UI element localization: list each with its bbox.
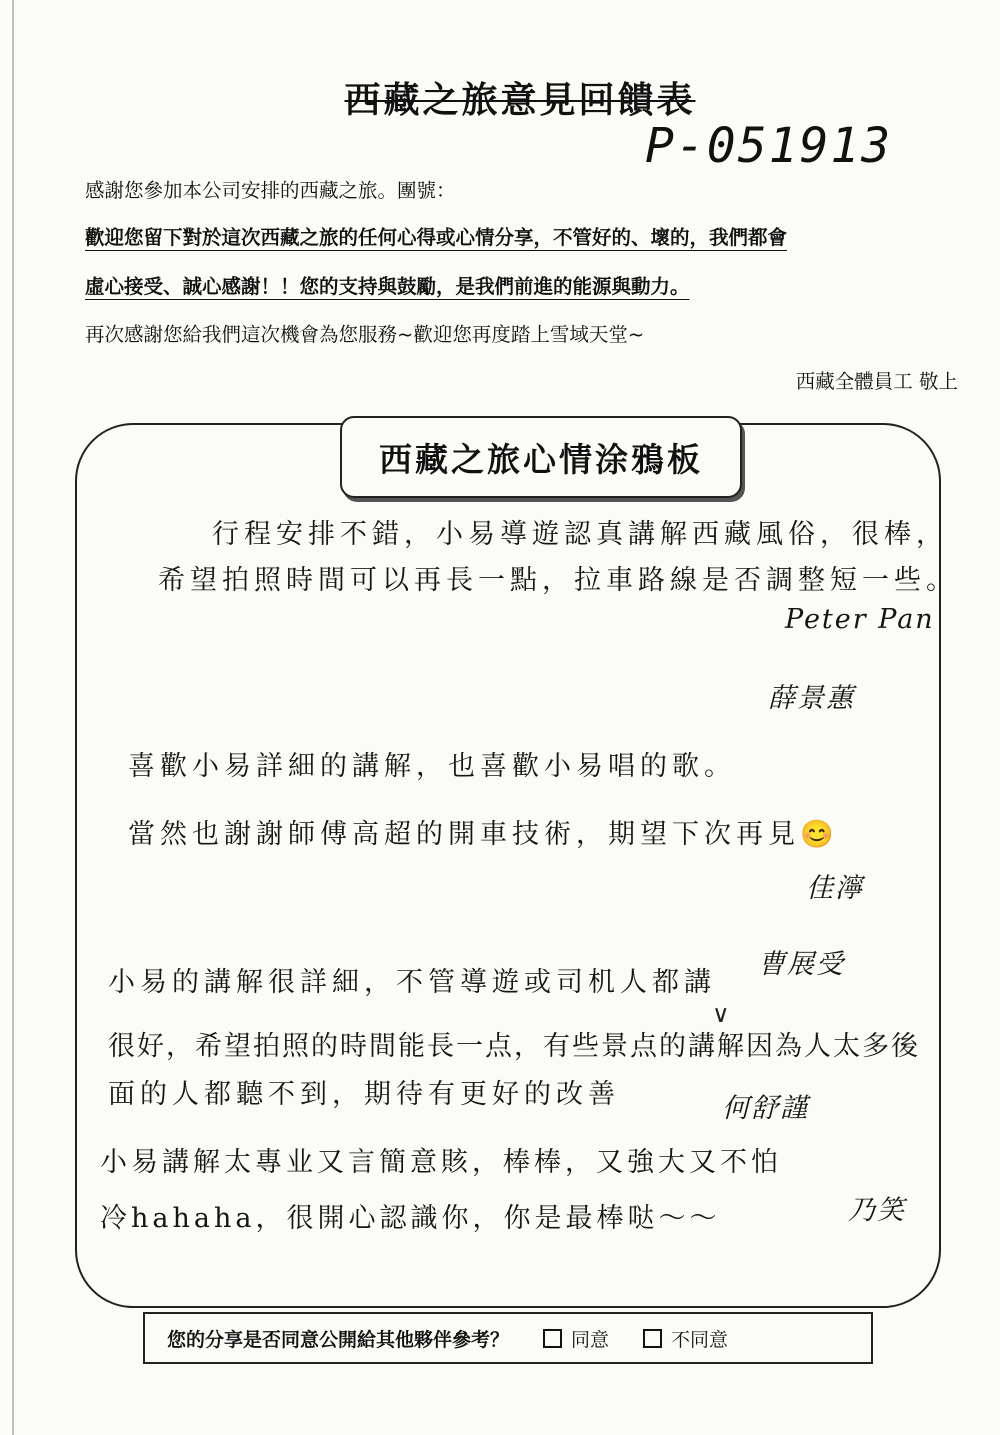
page-edge-line — [12, 0, 14, 1435]
share-consent-box — [143, 1312, 873, 1364]
entry-1-line-2: 希望拍照時間可以再長一點，拉車路線是否調整短一些。 — [158, 565, 958, 596]
entry-3-signature-2: 何舒謹 — [722, 1093, 809, 1124]
entry-2-line-1: 喜歡小易詳細的講解，也喜歡小易唱的歌。 — [128, 751, 736, 782]
consent-question: 您的分享是否同意公開給其他夥伴參考？ — [167, 1328, 510, 1351]
entry-4-signature: 乃笑 — [848, 1195, 906, 1226]
graffiti-board-title: 西藏之旅心情涂鴉板 — [340, 416, 742, 498]
entry-1-signature-2: 薛景蕙 — [768, 683, 855, 714]
disagree-label: 不同意 — [671, 1328, 729, 1351]
insertion-mark: ∨ — [712, 1000, 730, 1028]
staff-signoff: 西藏全體員工 敬上 — [795, 370, 958, 393]
entry-3-signature-1: 曹展受 — [758, 949, 845, 980]
intro-line-4: 再次感謝您給我們這次機會為您服務~歡迎您再度踏上雪域天堂~ — [85, 323, 645, 346]
entry-1-line-1: 行程安排不錯，小易導遊認真講解西藏風俗，很棒， — [212, 519, 948, 550]
intro-line-3: 虛心接受、誠心感謝！！您的支持與鼓勵，是我們前進的能源與動力。 — [85, 275, 690, 298]
form-title: 西藏之旅意見回饋表 — [344, 80, 696, 121]
agree-checkbox[interactable] — [543, 1329, 562, 1348]
entry-3-line-1: 小易的講解很詳細，不管導遊或司机人都講 — [108, 967, 716, 998]
entry-2-signature: 佳濘 — [806, 873, 864, 904]
entry-2-line-2: 當然也謝謝師傅高超的開車技術，期望下次再見😊 — [128, 819, 839, 850]
entry-1-signature-1: Peter Pan — [785, 604, 935, 635]
disagree-checkbox[interactable] — [643, 1329, 662, 1348]
entry-4-line-1: 小易講解太專业又言簡意賅，棒棒，又強大又不怕 — [100, 1147, 782, 1178]
intro-line-1: 感謝您參加本公司安排的西藏之旅。團號： — [85, 179, 456, 202]
entry-3-line-3: 面的人都聽不到，期待有更好的改善 — [108, 1079, 620, 1110]
agree-label: 同意 — [571, 1328, 610, 1351]
handwritten-tour-number: P-051913 — [645, 118, 893, 174]
entry-4-line-2: 冷hahaha，很開心認識你，你是最棒哒～～ — [100, 1203, 721, 1234]
intro-line-2: 歡迎您留下對於這次西藏之旅的任何心得或心情分享，不管好的、壞的，我們都會 — [85, 226, 788, 249]
entry-3-line-2: 很好，希望拍照的時間能長一点，有些景点的講解因為人太多後 — [108, 1031, 920, 1062]
